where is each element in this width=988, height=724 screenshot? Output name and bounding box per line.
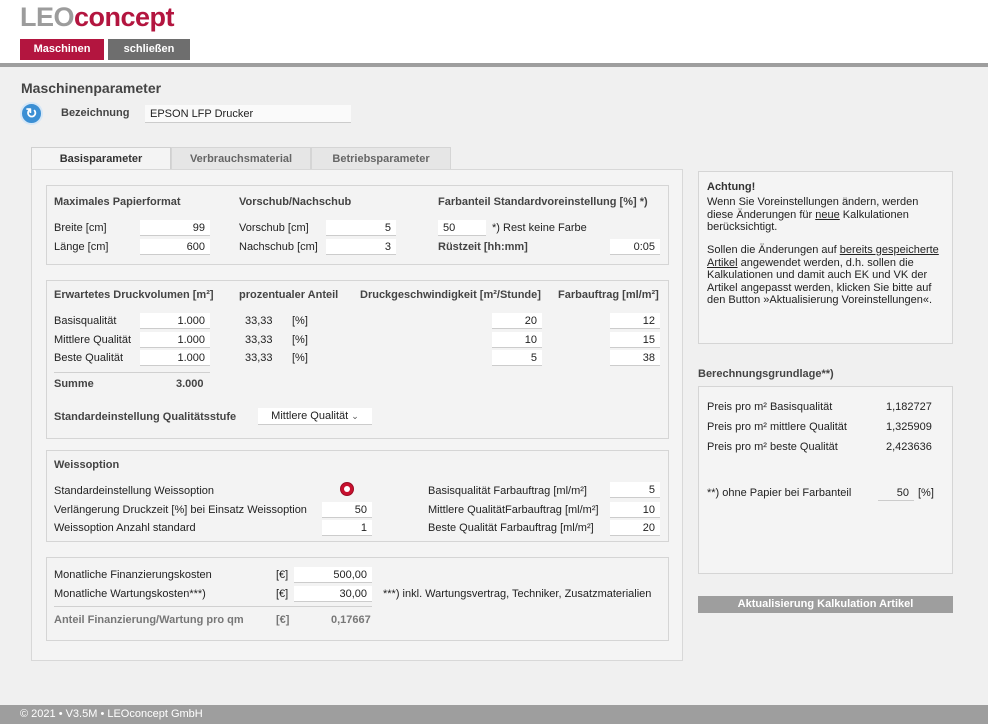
- white-default-radio[interactable]: [340, 482, 354, 496]
- notice-paragraph-2: Sollen die Änderungen auf bereits gespeicherte Artikel angewendet werden, d.h. sollen die Kalkulationen und damit auch EK und VK der Artikel angepasst werden, klicken Sie bitte auf den Button »Aktualisierung Voreinstellungen«.: [707, 244, 939, 306]
- cost-share-unit: [€]: [276, 614, 290, 626]
- calc-panel: [698, 386, 953, 574]
- cost-share-value: 0,17667: [331, 614, 371, 626]
- share-value: 33,33: [245, 334, 273, 346]
- speed-input[interactable]: 20: [492, 313, 542, 329]
- maintenance-unit: [€]: [276, 588, 289, 600]
- refeed-input[interactable]: 3: [326, 239, 396, 255]
- white-count-label: Weissoption Anzahl standard: [54, 522, 196, 534]
- maintenance-input[interactable]: 30,00: [294, 586, 372, 602]
- volume-input[interactable]: 1.000: [140, 332, 210, 348]
- designation-label: Bezeichnung: [61, 107, 130, 119]
- notice-title: Achtung!: [707, 181, 756, 193]
- setup-time-input[interactable]: 0:05: [610, 239, 660, 255]
- maintenance-label: Monatliche Wartungskosten***): [54, 588, 206, 600]
- default-quality-value: Mittlere Qualität: [271, 410, 349, 422]
- ink-input[interactable]: 15: [610, 332, 660, 348]
- color-share-note: *) Rest keine Farbe: [492, 222, 587, 234]
- color-share-input[interactable]: 50: [438, 220, 486, 236]
- volume-input[interactable]: 1.000: [140, 350, 210, 366]
- sum-divider: [54, 372, 210, 373]
- white-option-heading: Weissoption: [54, 459, 120, 471]
- length-input[interactable]: 600: [140, 239, 210, 255]
- ink-input[interactable]: 12: [610, 313, 660, 329]
- sum-value: 3.000: [176, 378, 204, 390]
- tab-verbrauchsmaterial[interactable]: Verbrauchsmaterial: [171, 147, 311, 169]
- update-calculation-button[interactable]: Aktualisierung Kalkulation Artikel: [698, 596, 953, 613]
- share-value: 33,33: [245, 352, 273, 364]
- footer: © 2021 • V3.5M • LEOconcept GmbH: [0, 705, 988, 724]
- designation-input[interactable]: EPSON LFP Drucker: [145, 105, 351, 123]
- chevron-down-icon: ⌄: [351, 411, 359, 421]
- financing-label: Monatliche Finanzierungskosten: [54, 569, 212, 581]
- quality-row-label: Basisqualität: [54, 315, 117, 327]
- costs-divider: [54, 606, 372, 607]
- calc-row-value: 1,325909: [886, 421, 932, 433]
- calc-title: Berechnungsgrundlage**): [698, 368, 834, 380]
- speed-input[interactable]: 5: [492, 350, 542, 366]
- calc-row-value: 1,182727: [886, 401, 932, 413]
- extension-input[interactable]: 50: [322, 502, 372, 518]
- share-unit: [%]: [292, 334, 308, 346]
- calc-row-label: Preis pro m² beste Qualität: [707, 441, 838, 453]
- calc-note: **) ohne Papier bei Farbanteil: [707, 487, 852, 499]
- calc-note-unit: [%]: [918, 487, 934, 499]
- width-label: Breite [cm]: [54, 222, 107, 234]
- paper-format-heading: Maximales Papierformat: [54, 196, 181, 208]
- calc-row-label: Preis pro m² mittlere Qualität: [707, 421, 847, 433]
- tab-betriebsparameter[interactable]: Betriebsparameter: [311, 147, 451, 169]
- length-label: Länge [cm]: [54, 241, 109, 253]
- financing-unit: [€]: [276, 569, 289, 581]
- speed-input[interactable]: 10: [492, 332, 542, 348]
- share-heading: prozentualer Anteil: [239, 289, 339, 301]
- cost-share-label: Anteil Finanzierung/Wartung pro qm: [54, 614, 244, 626]
- white-best-label: Beste Qualität Farbauftrag [ml/m²]: [428, 522, 594, 534]
- feed-label: Vorschub [cm]: [239, 222, 309, 234]
- default-quality-label: Standardeinstellung Qualitätsstufe: [54, 411, 237, 423]
- machines-button[interactable]: Maschinen: [20, 39, 104, 60]
- sum-label: Summe: [54, 378, 94, 390]
- width-input[interactable]: 99: [140, 220, 210, 236]
- white-mid-input[interactable]: 10: [610, 502, 660, 518]
- back-arrow-icon[interactable]: ↻: [20, 102, 43, 125]
- white-basis-input[interactable]: 5: [610, 482, 660, 498]
- share-unit: [%]: [292, 352, 308, 364]
- white-mid-label: Mittlere QualitätFarbauftrag [ml/m²]: [428, 504, 599, 516]
- tab-basisparameter[interactable]: Basisparameter: [31, 147, 171, 169]
- maintenance-note: ***) inkl. Wartungsvertrag, Techniker, Zusatzmaterialien: [383, 588, 652, 600]
- ink-heading: Farbauftrag [ml/m²]: [558, 289, 659, 301]
- white-count-input[interactable]: 1: [322, 520, 372, 536]
- logo: LEOconcept: [20, 2, 175, 32]
- speed-heading: Druckgeschwindigkeit [m²/Stunde]: [360, 289, 541, 301]
- share-value: 33,33: [245, 315, 273, 327]
- white-basis-label: Basisqualität Farbauftrag [ml/m²]: [428, 485, 587, 497]
- color-share-heading: Farbanteil Standardvoreinstellung [%] *): [438, 196, 648, 208]
- share-unit: [%]: [292, 315, 308, 327]
- financing-input[interactable]: 500,00: [294, 567, 372, 583]
- feed-input[interactable]: 5: [326, 220, 396, 236]
- white-best-input[interactable]: 20: [610, 520, 660, 536]
- setup-time-label: Rüstzeit [hh:mm]: [438, 241, 528, 253]
- white-default-label: Standardeinstellung Weissoption: [54, 485, 215, 497]
- volume-input[interactable]: 1.000: [140, 313, 210, 329]
- feed-heading: Vorschub/Nachschub: [239, 196, 352, 208]
- page-title: Maschinenparameter: [21, 80, 162, 96]
- default-quality-select[interactable]: [258, 408, 372, 425]
- calc-row-label: Preis pro m² Basisqualität: [707, 401, 833, 413]
- quality-row-label: Mittlere Qualität: [54, 334, 132, 346]
- refeed-label: Nachschub [cm]: [239, 241, 318, 253]
- volume-heading: Erwartetes Druckvolumen [m²]: [54, 289, 214, 301]
- notice-paragraph-1: Wenn Sie Voreinstellungen ändern, werden diese Änderungen für neue Kalkulationen berücksichtigt.: [707, 196, 919, 233]
- calc-row-value: 2,423636: [886, 441, 932, 453]
- extension-label: Verlängerung Druckzeit [%] bei Einsatz Weissoption: [54, 504, 307, 516]
- calc-note-value: 50: [878, 485, 914, 501]
- close-button[interactable]: schließen: [108, 39, 190, 60]
- quality-row-label: Beste Qualität: [54, 352, 124, 364]
- ink-input[interactable]: 38: [610, 350, 660, 366]
